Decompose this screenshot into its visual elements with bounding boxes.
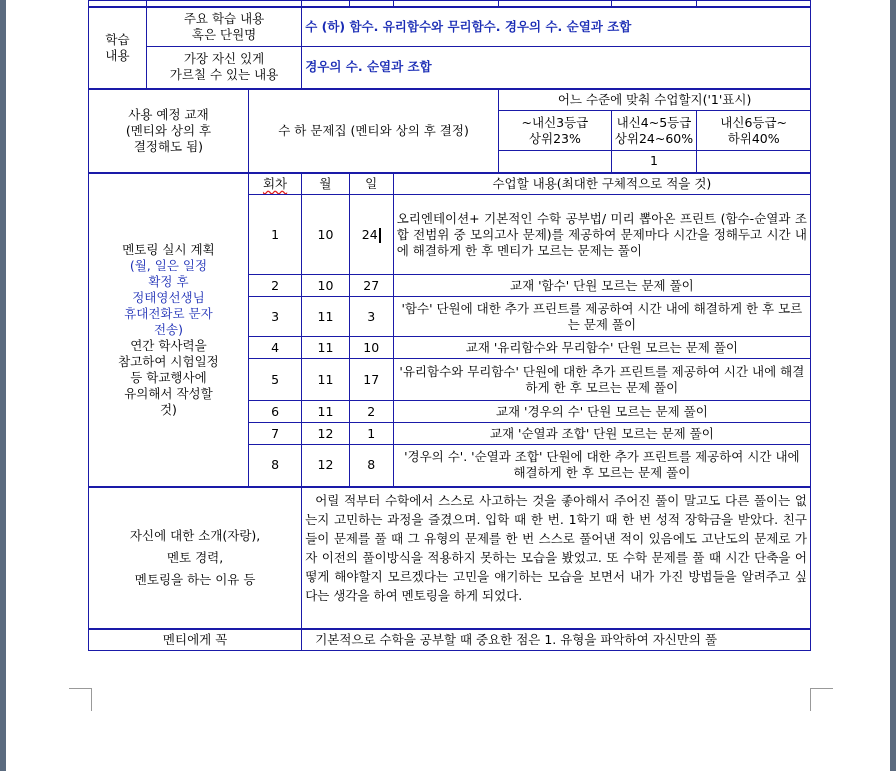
self-intro-label: 자신에 대한 소개(자랑), 멘토 경력, 멘토링을 하는 이유 등	[89, 487, 302, 629]
plan-label-guide: 연간 학사력을 참고하여 시험일정 등 학교행사에 유의해서 작성할 것)	[118, 337, 219, 417]
content-cell[interactable]: 교재 '순열과 조합' 단원 모르는 문제 풀이	[393, 423, 810, 445]
session-header: 회차	[248, 173, 301, 195]
month-cell[interactable]: 11	[302, 401, 350, 423]
day-cell[interactable]: 8	[349, 445, 393, 487]
content-cell[interactable]: 교재 '경우의 수' 단원 모르는 문제 풀이	[393, 401, 810, 423]
plan-label-title: 멘토링 실시 계획	[122, 241, 215, 257]
unit-label: 주요 학습 내용 혹은 단원명	[146, 7, 301, 47]
unit-value[interactable]: 수 (하) 함수. 유리함수와 무리함수. 경우의 수. 순열과 조합	[302, 7, 811, 47]
month-cell[interactable]: 10	[302, 195, 350, 275]
level-mark-2[interactable]: 1	[611, 151, 697, 173]
day-cell[interactable]: 2	[349, 401, 393, 423]
text-cursor	[379, 228, 381, 243]
self-intro-text[interactable]: 어릴 적부터 수학에서 스스로 사고하는 것을 좋아해서 주어진 풀이 말고도 다른 풀이는 없는지 고민하는 과정을 즐겼으며. 입학 때 한 번. 1학기 때 한 번 성적 장학금을 받았다. 친구들이 문제를 풀 때 그 유형의 문제를 한 번 스스로 풀어낸 적이 있음에도 고난도의 문제로 가자 이전의 풀이방식을 적용하지 못하는 모습을 봤었고. 또 수학 문제를 풀 때 시간 단축을 어떻게 해야할지 모르겠다는 고민을 얘기하는 모습을 보면서 내가 가진 방법들을 알려주고 싶다는 생각을 하여 멘토링을 하게 되었다.	[302, 487, 811, 629]
level-mark-1[interactable]	[499, 151, 611, 173]
day-cell[interactable]: 17	[349, 359, 393, 401]
session-cell: 3	[248, 297, 301, 337]
day-cell[interactable]: 27	[349, 275, 393, 297]
month-cell[interactable]: 10	[302, 275, 350, 297]
content-cell[interactable]: '유리함수와 무리함수' 단원에 대한 추가 프린트를 제공하여 시간 내에 해결하게 한 후 모르는 문제 풀이	[393, 359, 810, 401]
textbook-value[interactable]: 수 하 문제집 (멘티와 상의 후 결정)	[248, 89, 498, 173]
content-cell[interactable]: 오리엔테이션+ 기본적인 수학 공부법/ 미리 뽑아온 프린트 (함수-순열과 조합 전범위 중 모의고사 문제)를 제공하여 문제마다 시간을 정해두고 시간 내에 해결하게 한 후 멘티가 모르는 문제는 풀이	[393, 195, 810, 275]
day-cell[interactable]: 1	[349, 423, 393, 445]
session-cell: 5	[248, 359, 301, 401]
session-cell: 8	[248, 445, 301, 487]
advice-label: 멘티에게 꼭	[89, 629, 302, 651]
session-cell: 7	[248, 423, 301, 445]
mentoring-plan-form	[88, 0, 811, 651]
month-cell[interactable]: 12	[302, 445, 350, 487]
content-cell[interactable]: '경우의 수'. '순열과 조합' 단원에 대한 추가 프린트를 제공하여 시간 내에 해결하게 한 후 모르는 문제 풀이	[393, 445, 810, 487]
day-cell[interactable]: 3	[349, 297, 393, 337]
month-cell[interactable]: 11	[302, 337, 350, 359]
level-option-2: 내신4~5등급 상위24~60%	[611, 111, 697, 151]
session-cell: 2	[248, 275, 301, 297]
session-cell: 6	[248, 401, 301, 423]
level-header: 어느 수준에 맞춰 수업할지('1'표시)	[499, 89, 811, 111]
plan-section-label	[89, 173, 249, 487]
day-header: 일	[349, 173, 393, 195]
page-margin-corner-right	[810, 688, 833, 711]
session-cell: 1	[248, 195, 301, 275]
day-cell[interactable]: 24	[349, 195, 393, 275]
learning-section-label: 학습 내용	[89, 7, 147, 89]
month-cell[interactable]: 11	[302, 297, 350, 337]
content-cell[interactable]: 교재 '유리함수와 무리함수' 단원 모르는 문제 풀이	[393, 337, 810, 359]
advice-text[interactable]: 기본적으로 수학을 공부할 때 중요한 점은 1. 유형을 파악하여 자신만의 풀	[302, 629, 811, 651]
page-margin-corner-left	[69, 688, 92, 711]
level-option-1: ~내신3등급 상위23%	[499, 111, 611, 151]
content-header: 수업할 내용(최대한 구체적으로 적을 것)	[393, 173, 810, 195]
level-mark-3[interactable]	[697, 151, 811, 173]
level-option-3: 내신6등급~ 하위40%	[697, 111, 811, 151]
confident-content-value[interactable]: 경우의 수. 순열과 조합	[302, 47, 811, 89]
month-cell[interactable]: 12	[302, 423, 350, 445]
day-cell[interactable]: 10	[349, 337, 393, 359]
window-edge-right	[890, 0, 896, 771]
plan-label-note: (월, 일은 일정 확정 후 정태영선생님 휴대전화로 문자 전송)	[124, 257, 213, 337]
textbook-label: 사용 예정 교재 (멘티와 상의 후 결정해도 됨)	[89, 89, 249, 173]
month-header: 월	[302, 173, 350, 195]
session-cell: 4	[248, 337, 301, 359]
confident-content-label: 가장 자신 있게 가르칠 수 있는 내용	[146, 47, 301, 89]
month-cell[interactable]: 11	[302, 359, 350, 401]
content-cell[interactable]: '함수' 단원에 대한 추가 프린트를 제공하여 시간 내에 해결하게 한 후 모르는 문제 풀이	[393, 297, 810, 337]
window-edge-left	[0, 0, 6, 771]
content-cell[interactable]: 교재 '함수' 단원 모르는 문제 풀이	[393, 275, 810, 297]
